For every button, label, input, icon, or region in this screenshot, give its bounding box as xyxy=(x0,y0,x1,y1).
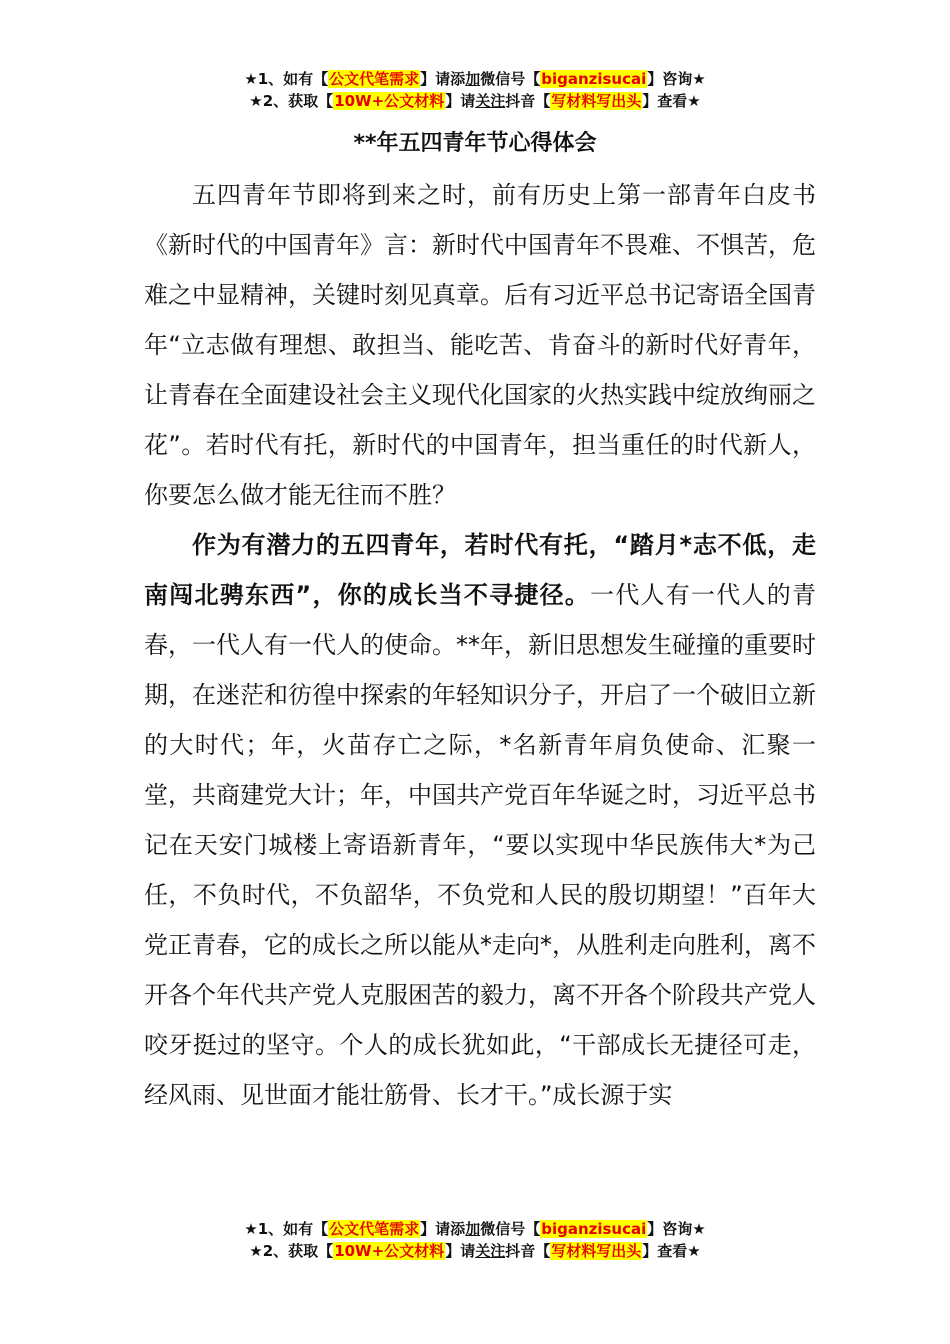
promo-underlined-text: 加 xyxy=(465,70,481,88)
promo-text: ★2、获取【 xyxy=(249,92,334,110)
promo-line-1 xyxy=(0,68,950,90)
promo-text: 抖音【 xyxy=(505,1242,551,1260)
promo-highlight-wechat-id: biganzisucai xyxy=(541,1220,647,1238)
paragraph-text: 五四青年节即将到来之时，前有历史上第一部青年白皮书《新时代的中国青年》言：新时代中国青年不畏难、不惧苦，危难之中显精神，关键时刻见真章。后有习近平总书记寄语全国青年“立志做有理想、敢担当、能吃苦、肯奋斗的新时代好青年，让青春在全面建设社会主义现代化国家的火热实践中绽放绚丽之花”。若时代有托，新时代的中国青年，担当重任的时代新人，你要怎么做才能无往而不胜？ xyxy=(144,181,816,509)
promo-text: 】请添 xyxy=(420,70,466,88)
promo-highlight-ghostwriting: 公文代笔需求 xyxy=(329,70,420,88)
promo-highlight-ghostwriting: 公文代笔需求 xyxy=(329,1220,420,1238)
promo-underlined-text: 加 xyxy=(465,1220,481,1238)
promo-underlined-text: 关注 xyxy=(475,92,506,110)
document-title: **年五四青年节心得体会 xyxy=(353,131,597,156)
promo-line-1 xyxy=(0,1218,950,1240)
promo-highlight-wechat-id: biganzisucai xyxy=(541,70,647,88)
promo-underlined-text: 关注 xyxy=(475,1242,506,1260)
promo-text: ★1、如有【 xyxy=(244,70,329,88)
promo-text: 】查看★ xyxy=(642,1242,701,1260)
paragraph-growth xyxy=(144,520,816,1120)
paragraph-text: 一代人有一代人的青春，一代人有一代人的使命。**年，新旧思想发生碰撞的重要时期，在迷茫和彷徨中探索的年轻知识分子，开启了一个破旧立新的大时代；年，火苗存亡之际，*名新青年肩负使命、汇聚一堂，共商建党大计；年，中国共产党百年华诞之时，习近平总书记在天安门城楼上寄语新青年，“要以实现中华民族伟大*为己任，不负时代，不负韶华，不负党和人民的殷切期望！”百年大党正青春，它的成长之所以能从*走向*，从胜利走向胜利，离不开各个年代共产党人克服困苦的毅力，离不开各个阶段共产党人咬牙挺过的坚守。个人的成长犹如此，“干部成长无捷径可走，经风雨、见世面才能壮筋骨、长才干。”成长源于实 xyxy=(144,581,816,1109)
paragraph-intro xyxy=(144,170,816,520)
promo-text: 】请 xyxy=(445,1242,476,1260)
promo-line-2 xyxy=(0,1240,950,1262)
promo-text: 微信号【 xyxy=(480,1220,541,1238)
promo-text: 抖音【 xyxy=(505,92,551,110)
promo-highlight-materials: 10W+公文材料 xyxy=(334,92,445,110)
promo-text: 】咨询★ xyxy=(647,1220,706,1238)
promo-line-2 xyxy=(0,90,950,112)
promo-highlight-douyin-account: 写材料写出头 xyxy=(551,1242,642,1260)
promo-text: 微信号【 xyxy=(480,70,541,88)
promo-text: 】请添 xyxy=(420,1220,466,1238)
header-promo-banner xyxy=(0,68,950,112)
document-body xyxy=(144,170,816,1120)
promo-highlight-materials: 10W+公文材料 xyxy=(334,1242,445,1260)
promo-highlight-douyin-account: 写材料写出头 xyxy=(551,92,642,110)
footer-promo-banner xyxy=(0,1218,950,1262)
paragraph-lead-bold: 作为有潜力的五四青年，若时代有托，“踏月*志不低，走南闯北骋东西”，你的成长当不寻捷径。 xyxy=(144,531,816,609)
promo-text: 】请 xyxy=(445,92,476,110)
promo-text: 】查看★ xyxy=(642,92,701,110)
promo-text: ★1、如有【 xyxy=(244,1220,329,1238)
promo-text: 】咨询★ xyxy=(647,70,706,88)
promo-text: ★2、获取【 xyxy=(249,1242,334,1260)
